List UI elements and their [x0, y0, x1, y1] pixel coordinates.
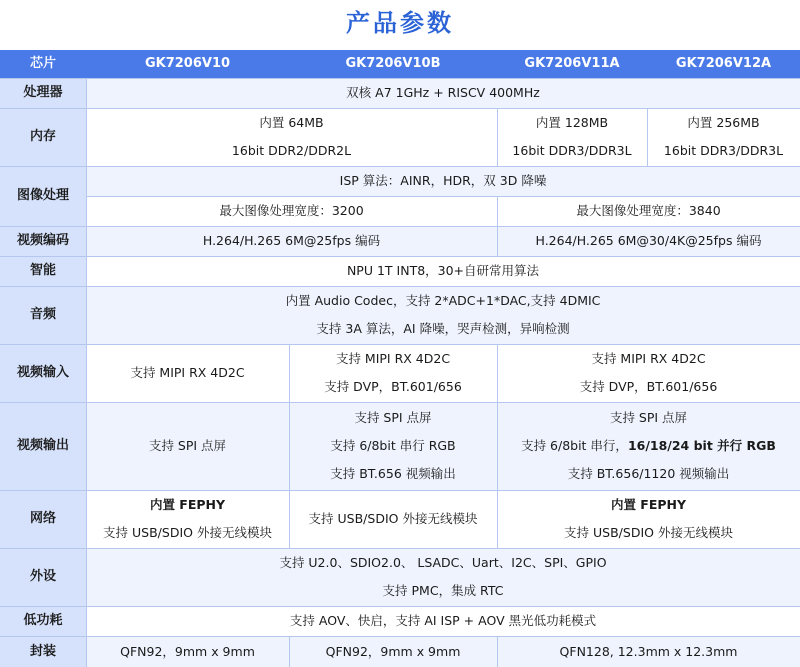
row-label-text: 网络 — [29, 511, 56, 526]
row-divider — [0, 402, 800, 403]
memory-v10-v10b — [86, 108, 497, 166]
cell-text: 内置 Audio Codec，支持 2*ADC+1*DAC,支持 4DMIC — [285, 293, 601, 308]
cell-text: QFN92，9mm x 9mm — [120, 643, 255, 659]
cell-text: 内置 128MB — [535, 115, 609, 130]
row-label-text: 音频 — [29, 307, 56, 322]
cell-text: 16bit DDR3/DDR3L — [663, 143, 784, 158]
column-divider — [497, 636, 498, 667]
row-divider — [0, 256, 800, 257]
cell-text: 支持 BT.656 视频输出 — [330, 466, 456, 481]
cell-text: 支持 SPI 点屏 — [354, 410, 432, 425]
processor-value — [86, 78, 800, 108]
row-divider — [0, 78, 800, 79]
row-divider — [0, 226, 800, 227]
cell-text: 支持 MIPI RX 4D2C — [130, 365, 245, 380]
cell-text: 支持 3A 算法，AI 降噪，哭声检测，异响检测 — [316, 321, 570, 336]
cell-text: 支持 PMC，集成 RTC — [382, 583, 504, 598]
cell-text: 支持 USB/SDIO 外接无线模块 — [103, 525, 272, 540]
cell-text: 支持 DVP，BT.601/656 — [579, 379, 718, 394]
cell-text-bold: 内置 FEPHY — [610, 497, 687, 512]
model-3-name: GK7206V11A — [524, 56, 620, 71]
cell-text: 16bit DDR3/DDR3L — [512, 143, 632, 158]
row-label-text: 低功耗 — [23, 613, 63, 628]
cell-text: 内置 256MB — [687, 115, 760, 130]
video-enc-b — [497, 226, 800, 256]
peripheral-value — [86, 548, 800, 606]
cell-text: 最大图像处理宽度：3840 — [576, 203, 721, 218]
row-label-text: 视频编码 — [16, 233, 69, 248]
row-label-text: 智能 — [29, 263, 56, 278]
memory-v12a — [647, 108, 800, 166]
row-label-text: 处理器 — [23, 85, 63, 100]
image-isp — [86, 166, 800, 196]
image-width-a — [86, 196, 497, 226]
column-divider — [497, 196, 498, 256]
video-out-v11a-v12a — [497, 402, 800, 490]
row-divider — [0, 490, 800, 491]
row-divider — [0, 166, 800, 167]
column-divider — [497, 344, 498, 548]
cell-text: 支持 USB/SDIO 外接无线模块 — [308, 511, 478, 526]
cell-text: 支持 AOV、快启，支持 AI ISP + AOV 黑光低功耗模式 — [289, 613, 597, 628]
column-divider — [86, 78, 87, 667]
row-label-peripheral — [0, 548, 86, 606]
cell-text: 双核 A7 1GHz + RISCV 400MHz — [346, 85, 540, 100]
row-divider — [0, 286, 800, 287]
row-label-text: 视频输入 — [16, 365, 69, 380]
cell-text: 支持 6/8bit 串行 RGB — [330, 438, 456, 453]
memory-v11a — [497, 108, 647, 166]
image-width-b — [497, 196, 800, 226]
row-divider — [0, 344, 800, 345]
row-label-text: 图像处理 — [16, 188, 69, 203]
cell-text-bold: 内置 FEPHY — [149, 497, 226, 512]
cell-text: QFN128, 12.3mm x 12.3mm — [559, 643, 738, 659]
network-v10 — [86, 490, 289, 548]
header-label — [0, 50, 86, 78]
video-enc-a — [86, 226, 497, 256]
row-label-package — [0, 636, 86, 667]
model-4-name: GK7206V12A — [675, 56, 772, 71]
model-2-header — [289, 50, 497, 78]
video-in-v10b — [289, 344, 497, 402]
cell-text: 支持 USB/SDIO 外接无线模块 — [564, 525, 733, 540]
row-label-text: 封装 — [29, 643, 56, 659]
cell-text: 内置 64MB — [259, 115, 324, 130]
row-label-video-enc — [0, 226, 86, 256]
cell-text: 最大图像处理宽度：3200 — [219, 203, 364, 218]
cell-text: 支持 BT.656/1120 视频输出 — [567, 466, 730, 481]
row-label-text: 内存 — [29, 129, 56, 144]
column-divider — [289, 636, 290, 667]
row-divider — [0, 606, 800, 607]
package-v10b — [289, 636, 497, 667]
column-divider — [497, 108, 498, 166]
row-label-processor — [0, 78, 86, 108]
cell-text: 支持 DVP，BT.601/656 — [324, 379, 462, 394]
low-power-value — [86, 606, 800, 636]
row-divider — [86, 196, 800, 197]
model-2-name: GK7206V10B — [345, 56, 441, 71]
row-label-low-power — [0, 606, 86, 636]
row-divider — [0, 548, 800, 549]
cell-text: NPU 1T INT8，30+自研常用算法 — [346, 263, 540, 278]
cell-text: H.264/H.265 6M@30/4K@25fps 编码 — [535, 233, 762, 248]
model-4-header — [647, 50, 800, 78]
model-1-name: GK7206V10 — [144, 56, 231, 71]
row-label-network — [0, 490, 86, 548]
video-out-v10b — [289, 402, 497, 490]
package-v10 — [86, 636, 289, 667]
row-label-text: 视频输出 — [16, 438, 69, 453]
cell-line — [521, 432, 776, 460]
cell-text: 支持 U2.0、SDIO2.0、 LSADC、Uart、I2C、SPI、GPIO — [279, 555, 607, 570]
cell-text: 16bit DDR2/DDR2L — [231, 143, 352, 158]
ai-value — [86, 256, 800, 286]
header-label-text: 芯片 — [29, 56, 56, 71]
row-divider — [0, 108, 800, 109]
network-v11a-v12a — [497, 490, 800, 548]
row-label-audio — [0, 286, 86, 344]
video-in-v11a-v12a — [497, 344, 800, 402]
video-in-v10 — [86, 344, 289, 402]
cell-text: ISP 算法：AINR，HDR，双 3D 降噪 — [339, 173, 547, 188]
cell-text: 支持 MIPI RX 4D2C — [335, 351, 451, 366]
cell-text: QFN92，9mm x 9mm — [325, 643, 461, 659]
cell-text: 支持 MIPI RX 4D2C — [591, 351, 706, 366]
row-divider — [0, 636, 800, 637]
page-title: 产品参数 — [346, 9, 454, 37]
model-3-header — [497, 50, 647, 78]
cell-text-bold: 16/18/24 bit 并行 RGB — [627, 438, 776, 453]
cell-text: 支持 6/8bit 串行， — [521, 438, 628, 453]
row-label-image — [0, 166, 86, 226]
video-out-v10 — [86, 402, 289, 490]
row-label-ai — [0, 256, 86, 286]
audio-value — [86, 286, 800, 344]
package-v11a-v12a — [497, 636, 800, 667]
row-label-memory — [0, 108, 86, 166]
row-label-video-in — [0, 344, 86, 402]
cell-text: 支持 SPI 点屏 — [148, 438, 227, 453]
row-label-text: 外设 — [29, 569, 56, 584]
model-1-header — [86, 50, 289, 78]
column-divider — [647, 108, 648, 166]
column-divider — [289, 344, 290, 548]
cell-text: 支持 SPI 点屏 — [609, 410, 688, 425]
network-v10b — [289, 490, 497, 548]
cell-text: H.264/H.265 6M@25fps 编码 — [202, 233, 381, 248]
row-label-video-out — [0, 402, 86, 490]
